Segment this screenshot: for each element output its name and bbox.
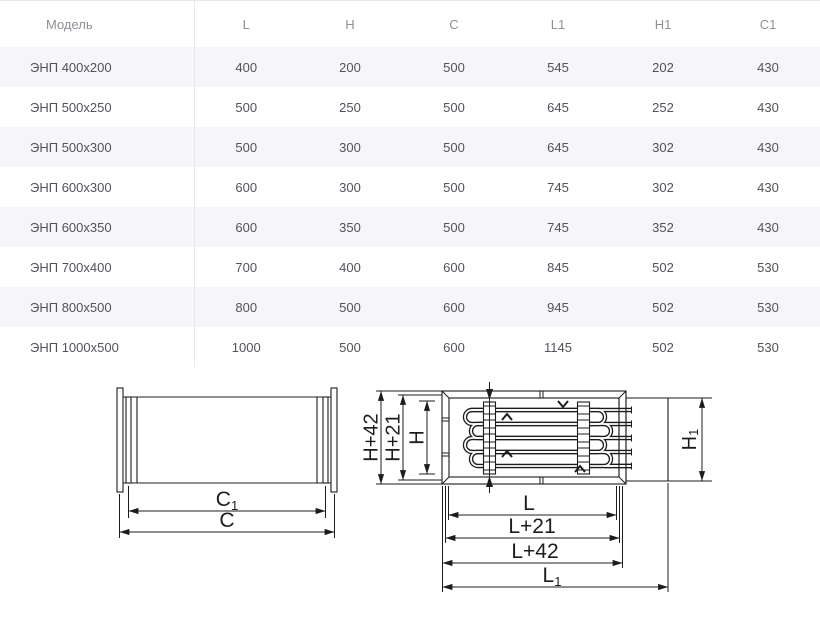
- cell-h: 500: [339, 299, 361, 315]
- col-header-h: H: [345, 16, 355, 32]
- cell-h1: 252: [652, 99, 674, 115]
- cell-h: 300: [339, 139, 361, 155]
- label-l21: L+21: [508, 515, 556, 538]
- cell-c1: 430: [757, 99, 779, 115]
- model-cell: ЭНП 400x200: [0, 47, 194, 87]
- table-row: [0, 47, 820, 87]
- table-row: [0, 207, 820, 247]
- col-header-l: L: [242, 16, 250, 32]
- label-h1: $H_1$: [679, 428, 702, 451]
- col-header-l1: L1: [550, 16, 566, 32]
- cell-c: 500: [443, 219, 465, 235]
- label-h42: H+42: [360, 413, 383, 462]
- model-cell: ЭНП 800x500: [0, 287, 194, 327]
- heater-front-view: [360, 382, 712, 592]
- model-cell: ЭНП 600x300: [0, 167, 194, 207]
- cell-l1: 745: [547, 179, 569, 195]
- dim-line-h: [406, 401, 435, 474]
- dimensional-drawing: [0, 360, 820, 622]
- cell-l1: 645: [547, 99, 569, 115]
- cell-l1: 745: [547, 219, 569, 235]
- cell-h: 200: [339, 59, 361, 75]
- cell-h1: 202: [652, 59, 674, 75]
- table-row: [0, 167, 820, 207]
- cell-c: 600: [443, 299, 465, 315]
- cell-c: 500: [443, 139, 465, 155]
- label-l42: L+42: [511, 540, 559, 563]
- model-cell: ЭНП 700x400: [0, 247, 194, 287]
- cell-l: 700: [235, 259, 258, 275]
- cell-h: 350: [339, 219, 361, 235]
- label-c: C: [219, 509, 235, 532]
- cell-h1: 502: [652, 339, 674, 355]
- cell-c: 500: [443, 59, 465, 75]
- cell-h: 500: [339, 339, 361, 355]
- col-header-c: C: [449, 16, 459, 32]
- cell-c1: 530: [757, 339, 779, 355]
- cell-l: 400: [235, 59, 258, 75]
- cell-c: 600: [443, 259, 465, 275]
- model-cell: ЭНП 600x350: [0, 207, 194, 247]
- cell-h: 400: [339, 259, 361, 275]
- support-bracket: [578, 402, 590, 474]
- terminal-box: [626, 398, 668, 481]
- cell-h: 300: [339, 179, 361, 195]
- cell-c1: 530: [757, 299, 779, 315]
- model-cell: ЭНП 1000x500: [0, 327, 194, 367]
- cell-l: 500: [235, 99, 258, 115]
- cell-h1: 502: [652, 259, 674, 275]
- label-h: H: [406, 430, 429, 445]
- col-header-model: Модель: [0, 1, 194, 48]
- drawing-svg: [0, 360, 820, 622]
- table-row: [0, 87, 820, 127]
- label-l: L: [523, 492, 535, 515]
- table-row: [0, 247, 820, 287]
- cell-c: 500: [443, 99, 465, 115]
- dim-line-h1: [668, 398, 712, 481]
- cell-l1: 1145: [544, 339, 572, 355]
- table-row: [0, 287, 820, 327]
- cell-c1: 430: [757, 179, 779, 195]
- label-c1: C1: [215, 488, 239, 513]
- cell-l: 800: [235, 299, 258, 315]
- cell-c1: 430: [757, 139, 779, 155]
- cell-l1: 845: [547, 259, 569, 275]
- label-h21: H+21: [382, 413, 405, 462]
- right-flange: [331, 388, 337, 492]
- cell-l: 500: [235, 139, 258, 155]
- table-header-row: [0, 1, 820, 48]
- cell-l: 600: [235, 179, 258, 195]
- table-row: [0, 127, 820, 167]
- cell-c: 600: [443, 339, 465, 355]
- cell-c1: 530: [757, 259, 779, 275]
- duct-side-view: [117, 388, 337, 538]
- cell-h1: 502: [652, 299, 674, 315]
- col-header-c1: C1: [759, 16, 777, 32]
- label-l1: L1: [542, 564, 562, 589]
- cell-h1: 302: [652, 179, 674, 195]
- cell-c: 500: [443, 179, 465, 195]
- cell-l1: 545: [547, 59, 569, 75]
- left-flange: [117, 388, 123, 492]
- cell-l: 600: [235, 219, 258, 235]
- cell-l: 1000: [231, 339, 261, 355]
- cell-h1: 302: [652, 139, 674, 155]
- cell-c1: 430: [757, 219, 779, 235]
- cell-c1: 430: [757, 59, 779, 75]
- cell-l1: 945: [547, 299, 569, 315]
- model-cell: ЭНП 500x250: [0, 87, 194, 127]
- cell-h1: 352: [652, 219, 674, 235]
- col-header-h1: H1: [654, 16, 672, 32]
- cell-l1: 645: [547, 139, 569, 155]
- cell-h: 250: [339, 99, 361, 115]
- model-cell: ЭНП 500x300: [0, 127, 194, 167]
